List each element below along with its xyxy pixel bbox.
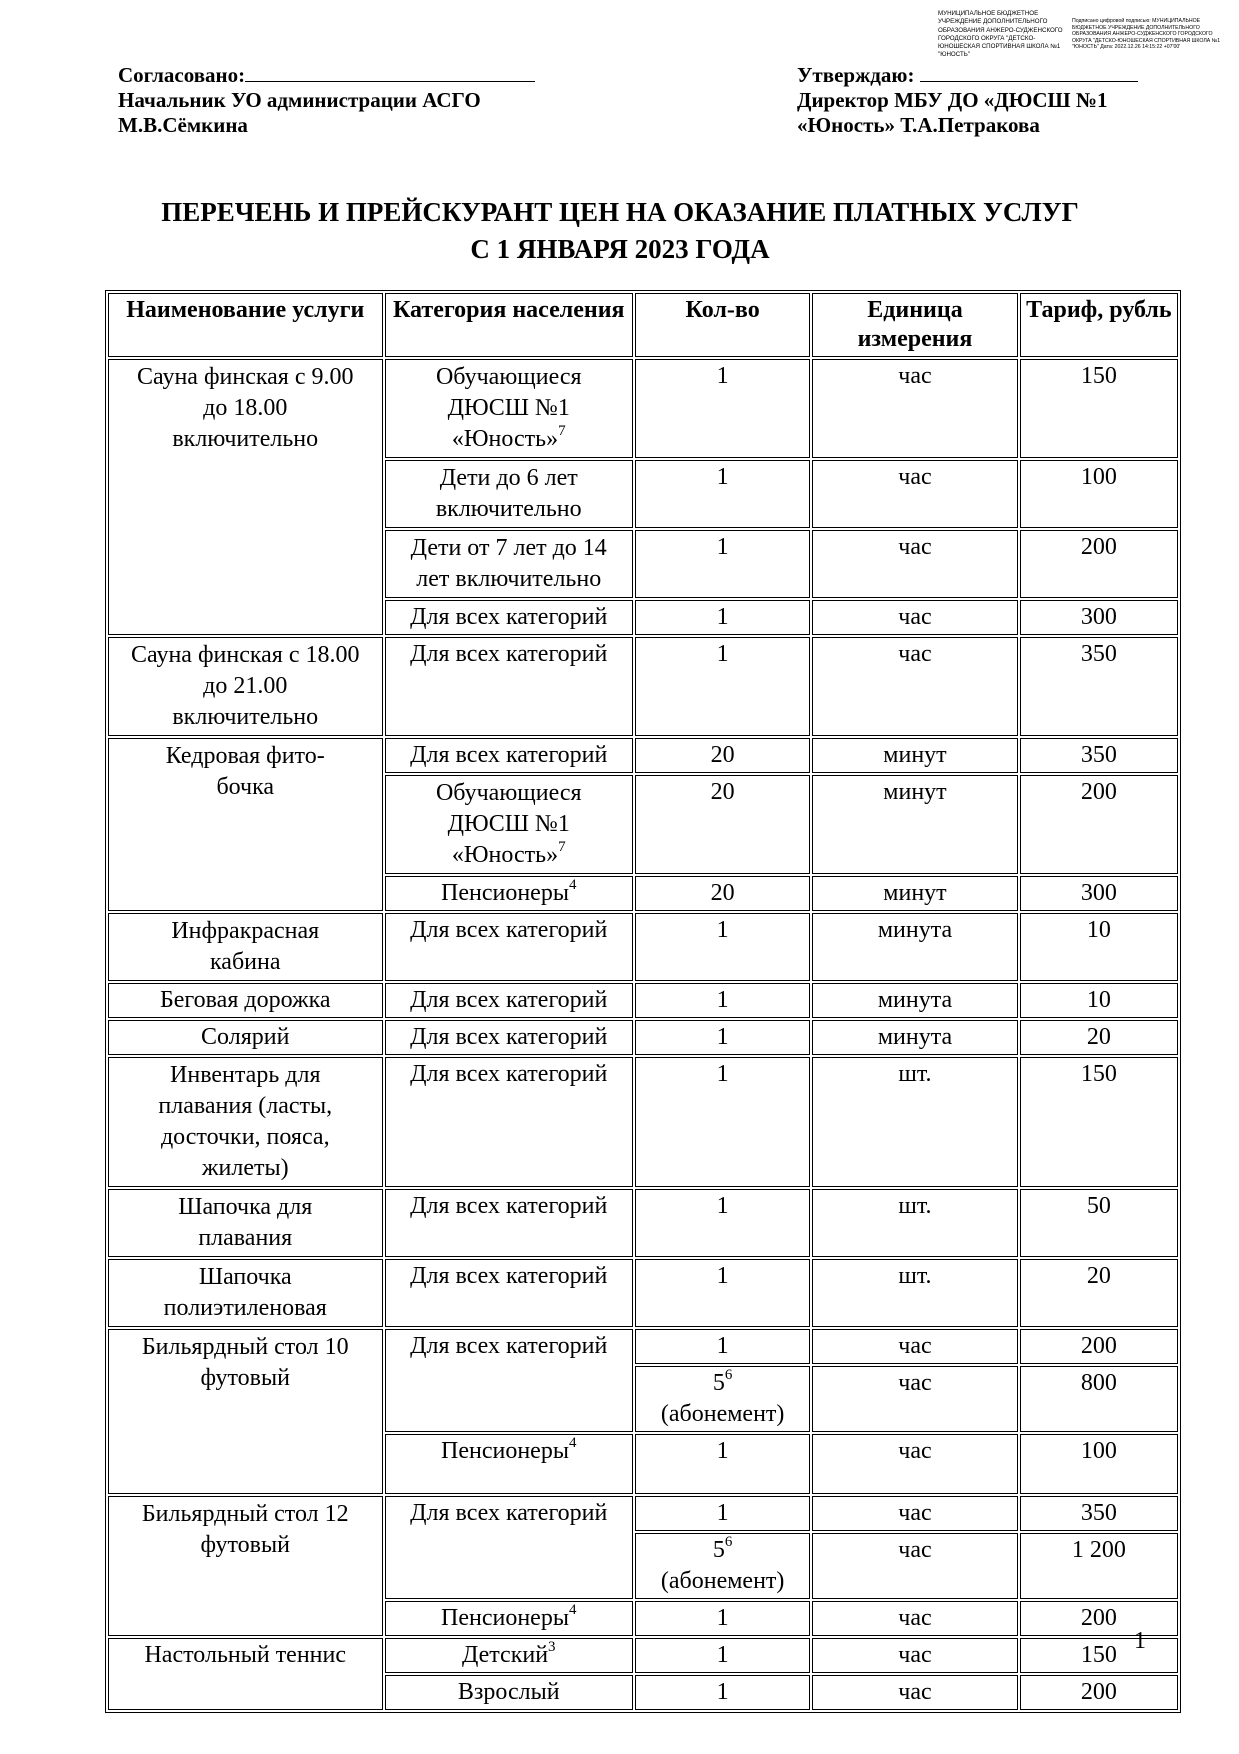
service-name: Солярий [108, 1020, 383, 1055]
tariff-cell: 350 [1020, 637, 1178, 736]
tariff-cell: 200 [1020, 1329, 1178, 1364]
qty-cell: $5^6$ (абонемент) [635, 1533, 810, 1599]
qty-cell: 1 [635, 1189, 810, 1257]
qty-cell: $5^6$ (абонемент) [635, 1366, 810, 1432]
qty-cell: 1 [635, 359, 810, 458]
service-name: Сауна финская с 18.00 до 21.00 включительно [108, 637, 383, 736]
title-line-1: ПЕРЕЧЕНЬ И ПРЕЙСКУРАНТ ЦЕН НА ОКАЗАНИЕ ПЛАТНЫХ УСЛУГ [161, 197, 1079, 227]
unit-cell: шт. [812, 1057, 1017, 1187]
category-cell: Обучающиеся ДЮСШ №1 «Юность»$^7$ [385, 359, 633, 458]
approved-name: «Юность» Т.А.Петракова [797, 113, 1040, 137]
table-row [108, 738, 1178, 773]
stamp-signature-details: Подписано цифровой подписью: МУНИЦИПАЛЬНОЕ БЮДЖЕТНОЕ УЧРЕЖДЕНИЕ ДОПОЛНИТЕЛЬНОГО ОБРАЗОВАНИЯ АНЖЕРО-СУДЖЕНСКОГО ГОРОДСКОГО ОКРУГА "ДЕТСКО-ЮНОШЕСКАЯ СПОРТИВНАЯ ШКОЛА №1 "ЮНОСТЬ" Дата: 2022.12.26 14:15:22 +07'00' [1072, 18, 1221, 51]
agreed-name: М.В.Сёмкина [118, 113, 248, 137]
header-category: Категория населения [385, 293, 633, 357]
table-row [108, 983, 1178, 1018]
category-cell: Пенсионеры$^4$ [385, 1601, 633, 1636]
qty-cell: 1 [635, 1259, 810, 1327]
table-row [108, 637, 1178, 736]
tariff-cell: 20 [1020, 1020, 1178, 1055]
unit-cell: шт. [812, 1259, 1017, 1327]
title-line-2: С 1 ЯНВАРЯ 2023 ГОДА [470, 234, 770, 264]
qty-cell: 1 [635, 1329, 810, 1364]
approval-approved-block [797, 62, 1197, 138]
tariff-cell: 10 [1020, 913, 1178, 981]
agreed-position: Начальник УО администрации АСГО [118, 88, 481, 112]
header-qty: Кол-во [635, 293, 810, 357]
unit-cell: час [812, 1366, 1017, 1432]
category-cell: Пенсионеры$^4$ [385, 1434, 633, 1494]
service-name: Шапочка для плавания [108, 1189, 383, 1257]
service-name: Бильярдный стол 12 футовый [108, 1496, 383, 1636]
qty-cell: 1 [635, 913, 810, 981]
category-cell: Взрослый [385, 1675, 633, 1710]
table-row [108, 1189, 1178, 1257]
unit-cell: час [812, 1638, 1017, 1673]
unit-cell: шт. [812, 1189, 1017, 1257]
tariff-cell: 350 [1020, 738, 1178, 773]
service-name: Инфракрасная кабина [108, 913, 383, 981]
tariff-cell: 10 [1020, 983, 1178, 1018]
unit-cell: минута [812, 1020, 1017, 1055]
service-name: Настольный теннис [108, 1638, 383, 1710]
approved-position: Директор МБУ ДО «ДЮСШ №1 [797, 88, 1108, 112]
service-name: Бильярдный стол 10 футовый [108, 1329, 383, 1494]
category-cell: Детский$^3$ [385, 1638, 633, 1673]
tariff-cell: 20 [1020, 1259, 1178, 1327]
tariff-cell: 100 [1020, 1434, 1178, 1494]
table-row [108, 1259, 1178, 1327]
tariff-cell: 800 [1020, 1366, 1178, 1432]
table-row [108, 1496, 1178, 1531]
tariff-cell: 150 [1020, 1057, 1178, 1187]
category-cell: Для всех категорий [385, 913, 633, 981]
unit-cell: час [812, 1601, 1017, 1636]
page-number: 1 [1134, 1628, 1146, 1654]
table-row [108, 359, 1178, 458]
qty-cell: 1 [635, 460, 810, 528]
category-cell: Для всех категорий [385, 1189, 633, 1257]
unit-cell: минута [812, 913, 1017, 981]
tariff-cell: 200 [1020, 1601, 1178, 1636]
service-name: Шапочка полиэтиленовая [108, 1259, 383, 1327]
category-cell: Для всех категорий [385, 738, 633, 773]
unit-cell: час [812, 359, 1017, 458]
tariff-cell: 300 [1020, 876, 1178, 911]
tariff-cell: 1 200 [1020, 1533, 1178, 1599]
agreed-signature-line [245, 62, 535, 82]
tariff-cell: 200 [1020, 530, 1178, 598]
service-name: Беговая дорожка [108, 983, 383, 1018]
qty-cell: 1 [635, 530, 810, 598]
category-cell: Для всех категорий [385, 1057, 633, 1187]
table-row [108, 1057, 1178, 1187]
approved-signature-line [920, 62, 1138, 82]
unit-cell: минут [812, 738, 1017, 773]
qty-cell: 20 [635, 876, 810, 911]
table-row [108, 1329, 1178, 1364]
category-cell: Пенсионеры$^4$ [385, 876, 633, 911]
tariff-cell: 200 [1020, 1675, 1178, 1710]
table-row [108, 913, 1178, 981]
category-cell: Для всех категорий [385, 983, 633, 1018]
tariff-cell: 350 [1020, 1496, 1178, 1531]
service-name: Кедровая фито-бочка [108, 738, 383, 911]
qty-cell: 1 [635, 1057, 810, 1187]
unit-cell: час [812, 530, 1017, 598]
unit-cell: час [812, 1434, 1017, 1494]
unit-cell: час [812, 1329, 1017, 1364]
tariff-cell: 200 [1020, 775, 1178, 874]
price-table [105, 290, 1181, 1713]
category-cell: Для всех категорий [385, 1329, 633, 1432]
qty-cell: 20 [635, 738, 810, 773]
tariff-cell: 100 [1020, 460, 1178, 528]
unit-cell: минут [812, 876, 1017, 911]
unit-cell: час [812, 460, 1017, 528]
unit-cell: час [812, 637, 1017, 736]
header-service: Наименование услуги [108, 293, 383, 357]
qty-cell: 20 [635, 775, 810, 874]
category-cell: Для всех категорий [385, 600, 633, 635]
qty-cell: 1 [635, 1496, 810, 1531]
table-header-row [108, 293, 1178, 357]
unit-cell: минут [812, 775, 1017, 874]
unit-cell: час [812, 1496, 1017, 1531]
qty-cell: 1 [635, 1638, 810, 1673]
service-name: Инвентарь для плавания (ласты, досточки, пояса, жилеты) [108, 1057, 383, 1187]
unit-cell: час [812, 1533, 1017, 1599]
approved-label: Утверждаю: [797, 63, 915, 87]
qty-cell: 1 [635, 637, 810, 736]
tariff-cell: 150 [1020, 359, 1178, 458]
unit-cell: час [812, 600, 1017, 635]
approval-agreed-block [118, 62, 638, 138]
category-cell: Дети до 6 лет включительно [385, 460, 633, 528]
header-unit: Единица измерения [812, 293, 1017, 357]
unit-cell: минута [812, 983, 1017, 1018]
tariff-cell: 300 [1020, 600, 1178, 635]
qty-cell: 1 [635, 1601, 810, 1636]
service-name: Сауна финская с 9.00 до 18.00 включительно [108, 359, 383, 635]
stamp-org-name: МУНИЦИПАЛЬНОЕ БЮДЖЕТНОЕ УЧРЕЖДЕНИЕ ДОПОЛНИТЕЛЬНОГО ОБРАЗОВАНИЯ АНЖЕРО-СУДЖЕНСКОГО ГОРОДСКОГО ОКРУГА "ДЕТСКО-ЮНОШЕСКАЯ СПОРТИВНАЯ ШКОЛА №1 "ЮНОСТЬ" [938, 10, 1063, 59]
category-cell: Дети от 7 лет до 14 лет включительно [385, 530, 633, 598]
table-row [108, 1020, 1178, 1055]
category-cell: Для всех категорий [385, 1259, 633, 1327]
category-cell: Для всех категорий [385, 1020, 633, 1055]
header-tariff: Тариф, рубль [1020, 293, 1178, 357]
qty-cell: 1 [635, 1020, 810, 1055]
category-cell: Обучающиеся ДЮСШ №1 «Юность»$^7$ [385, 775, 633, 874]
qty-cell: 1 [635, 600, 810, 635]
category-cell: Для всех категорий [385, 1496, 633, 1599]
qty-cell: 1 [635, 1675, 810, 1710]
document-title [100, 194, 1140, 268]
qty-cell: 1 [635, 983, 810, 1018]
qty-cell: 1 [635, 1434, 810, 1494]
table-row [108, 1638, 1178, 1673]
category-cell: Для всех категорий [385, 637, 633, 736]
tariff-cell: 50 [1020, 1189, 1178, 1257]
unit-cell: час [812, 1675, 1017, 1710]
tariff-cell: 150 [1020, 1638, 1178, 1673]
agreed-label: Согласовано: [118, 63, 246, 87]
